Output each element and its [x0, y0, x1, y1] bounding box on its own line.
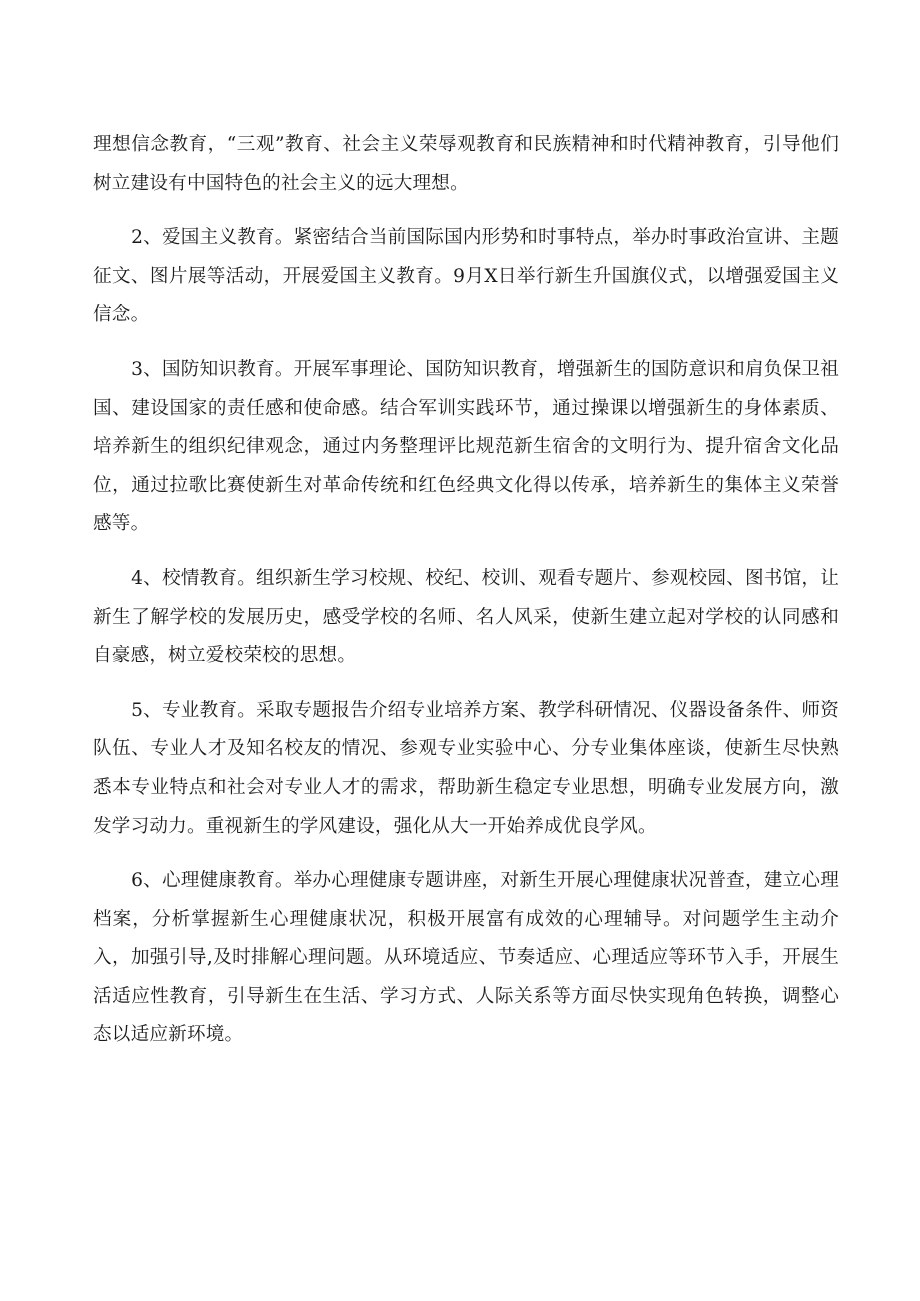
document-body [93, 126, 839, 1055]
paragraph-patriotism-education: 2、爱国主义教育。紧密结合当前国际国内形势和时事特点，举办时事政治宣讲、主题征文、图片展等活动，开展爱国主义教育。9月X日举行新生升国旗仪式，以增强爱国主义信念。 [93, 227, 839, 326]
paragraph-school-education: 4、校情教育。组织新生学习校规、校纪、校训、观看专题片、参观校园、图书馆，让新生了解学校的发展历史，感受学校的名师、名人风采，使新生建立起对学校的认同感和自豪感，树立爱校荣校的思想。 [93, 567, 839, 667]
paragraph-mental-health-education: 6、心理健康教育。举办心理健康专题讲座，对新生开展心理健康状况普查，建立心理档案，分析掌握新生心理健康状况，积极开展富有成效的心理辅导。对问题学生主动介入，加强引导,及时排解心理问题。从环境适应、节奏适应、心理适应等环节入手，开展生活适应性教育，引导新生在生活、学习方式、人际关系等方面尽快实现角色转换，调整心态以适应新环境。 [93, 870, 839, 1046]
paragraph-national-defense-education: 3、国防知识教育。开展军事理论、国防知识教育，增强新生的国防意识和肩负保卫祖国、建设国家的责任感和使命感。结合军训实践环节，通过操课以增强新生的身体素质、培养新生的组织纪律观念，通过内务整理评比规范新生宿舍的文明行为、提升宿舍文化品位，通过拉歌比赛使新生对革命传统和红色经典文化得以传承，培养新生的集体主义荣誉感等。 [93, 358, 839, 535]
paragraph-major-education: 5、专业教育。采取专题报告介绍专业培养方案、教学科研情况、仪器设备条件、师资队伍、专业人才及知名校友的情况、参观专业实验中心、分专业集体座谈，使新生尽快熟悉本专业特点和社会对专业人才的需求，帮助新生稳定专业思想，明确专业发展方向，激发学习动力。重视新生的学风建设，强化从大一开始养成优良学风。 [93, 699, 839, 837]
paragraph-ideals-continuation: 理想信念教育，“三观”教育、社会主义荣辱观教育和民族精神和时代精神教育，引导他们树立建设有中国特色的社会主义的远大理想。 [93, 134, 839, 194]
